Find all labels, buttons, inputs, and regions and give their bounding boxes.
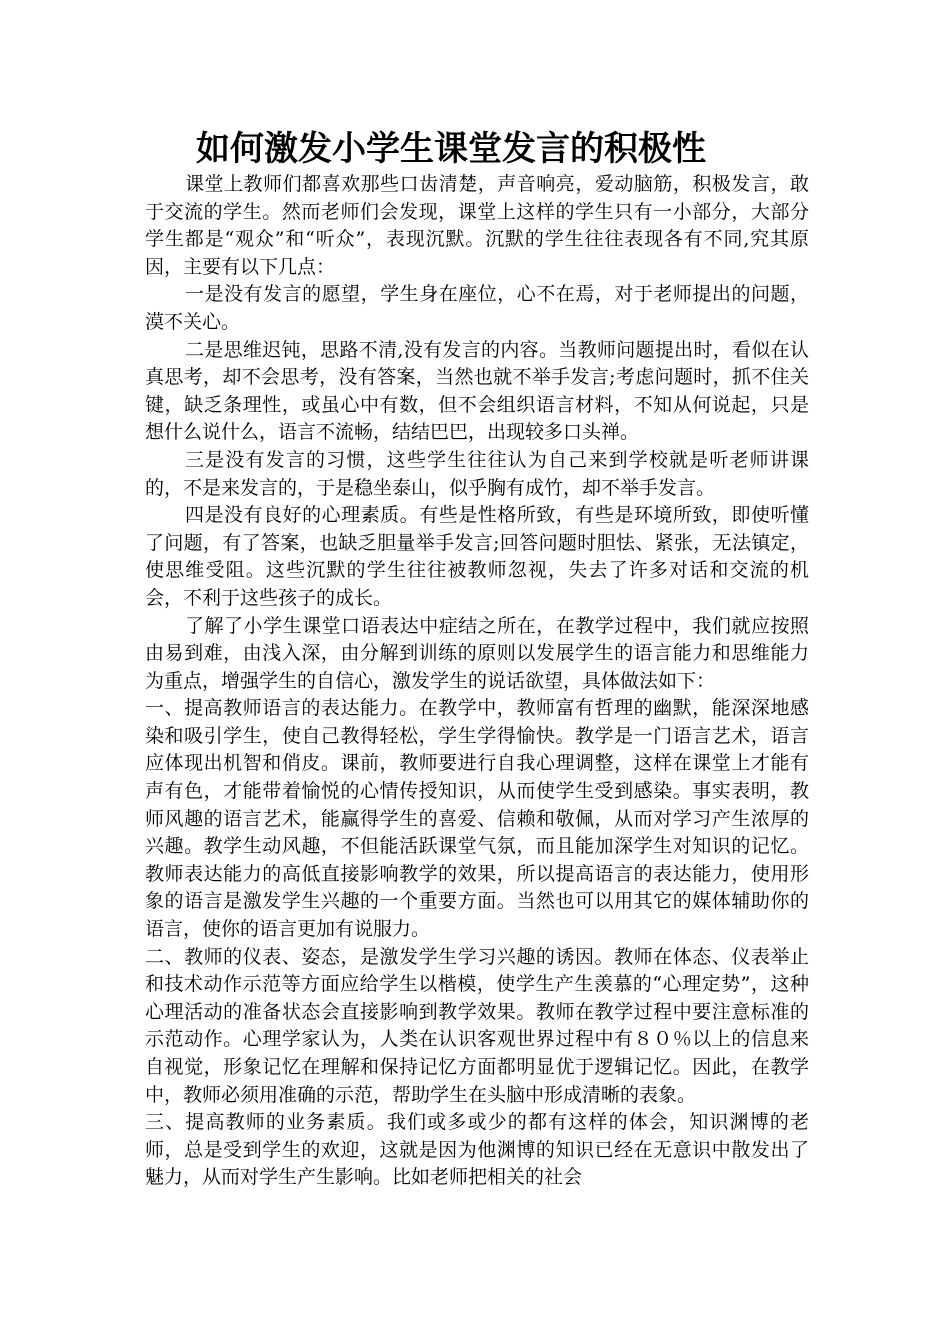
paragraph-intro: 课堂上教师们都喜欢那些口齿清楚，声音响亮，爱动脑筋，积极发言，敢于交流的学生。然而老师们会发现，课堂上这样的学生只有一小部分，大部分学生都是“观众”和“听众”，表现沉默。沉默的学生往往表现各有不同,究其原因，主要有以下几点： [145,173,809,278]
document-title: 如何激发小学生课堂发言的积极性 [196,129,706,169]
paragraph-method-1: 一、提高教师语言的表达能力。在教学中，教师富有哲理的幽默，能深深地感染和吸引学生，使自己教得轻松，学生学得愉快。教学是一门语言艺术，语言应体现出机智和俏皮。课前，教师要进行自我心理调整，这样在课堂上才能有声有色，才能带着愉悦的心情传授知识，从而使学生受到感染。事实表明，教师风趣的语言艺术，能赢得学生的喜爱、信赖和敬佩，从而对学习产生浓厚的兴趣。教学生动风趣，不但能活跃课堂气氛，而且能加深学生对知识的记忆。教师表达能力的高低直接影响教学的效果，所以提高语言的表达能力，使用形象的语言是激发学生兴趣的一个重要方面。当然也可以用其它的媒体辅助你的语言，使你的语言更加有说服力。 [145,697,809,941]
paragraph-reason-2: 二是思维迟钝，思路不清,没有发言的内容。当教师问题提出时，看似在认真思考，却不会思考，没有答案，当然也就不举手发言;考虑问题时，抓不住关键，缺乏条理性，或虽心中有数，但不会组织语言材料，不知从何说起，只是想什么说什么，语言不流畅，结结巴巴，出现较多口头禅。 [145,338,809,444]
paragraph-reason-1: 一是没有发言的愿望，学生身在座位，心不在焉，对于老师提出的问题，漠不关心。 [145,283,809,333]
paragraph-transition: 了解了小学生课堂口语表达中症结之所在，在教学过程中，我们就应按照由易到难，由浅入深，由分解到训练的原则以发展学生的语言能力和思维能力为重点，增强学生的自信心，激发学生的说话欲望，具体做法如下： [145,614,809,692]
paragraph-reason-4: 四是没有良好的心理素质。有些是性格所致，有些是环境所致，即使听懂了问题，有了答案，也缺乏胆量举手发言;回答问题时胆怯、紧张，无法镇定，使思维受阻。这些沉默的学生往往被教师忽视，失去了许多对话和交流的机会，不利于这些孩子的成长。 [145,504,809,609]
paragraph-method-2: 二、教师的仪表、姿态，是激发学生学习兴趣的诱因。教师在体态、仪表举止和技术动作示范等方面应给学生以楷模，使学生产生羡慕的“心理定势”，这种心理活动的准备状态会直接影响到教学效果。教师在教学过程中要注意标准的示范动作。心理学家认为，人类在认识客观世界过程中有８０％以上的信息来自视觉，形象记忆在理解和保持记忆方面都明显优于逻辑记忆。因此，在教学中，教师必须用准确的示范，帮助学生在头脑中形成清晰的表象。 [145,945,809,1106]
paragraph-reason-3: 三是没有发言的习惯，这些学生往往认为自己来到学校就是听老师讲课的，不是来发言的，于是稳坐泰山，似乎胸有成竹，却不举手发言。 [145,448,809,499]
document-body [145,171,809,1192]
paragraph-method-3: 三、提高教师的业务素质。我们或多或少的都有这样的体会，知识渊博的老师，总是受到学生的欢迎，这就是因为他渊博的知识已经在无意识中散发出了魅力，从而对学生产生影响。比如老师把相关的社会 [145,1111,809,1189]
